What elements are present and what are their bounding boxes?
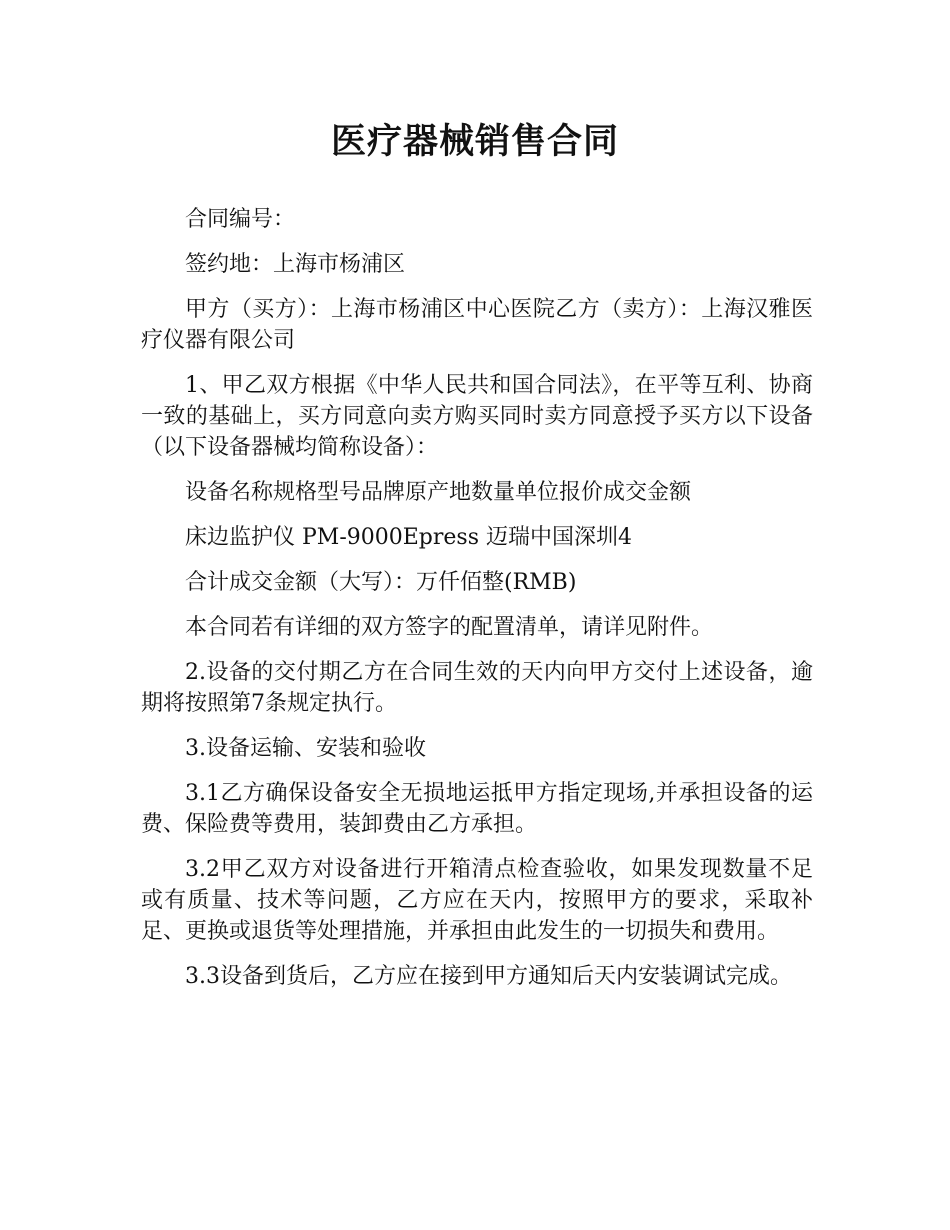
equipment-row: 床边监护仪 PM-9000Epress 迈瑞中国深圳4: [185, 525, 632, 550]
attachment-note: 本合同若有详细的双方签字的配置清单，请详见附件。: [185, 615, 714, 640]
document-title: 医疗器械销售合同: [330, 122, 619, 162]
total-amount-line: 合计成交金额（大写）：万仟佰整(RMB): [185, 570, 577, 595]
parties-paragraph: 甲方（买方）：上海市杨浦区中心医院乙方（卖方）：上海汉雅医疗仪器有限公司: [141, 297, 813, 353]
document-body: [141, 204, 813, 1006]
clause-3-3-paragraph: 3.3设备到货后，乙方应在接到甲方通知后天内安装调试完成。: [185, 964, 792, 989]
contract-number-line: 合同编号：: [185, 207, 296, 232]
clause-3-2-paragraph: 3.2甲乙双方对设备进行开箱清点检查验收，如果发现数量不足或有质量、技术等问题，乙方应在天内，按照甲方的要求，采取补足、更换或退货等处理措施，并承担由此发生的一切损失和费用。: [141, 857, 813, 944]
equipment-table-header: 设备名称规格型号品牌原产地数量单位报价成交金额: [185, 480, 692, 505]
clause-3-heading: 3.设备运输、安装和验收: [185, 736, 426, 761]
signing-place-line: 签约地：上海市杨浦区: [185, 252, 406, 277]
clause-1-paragraph: 1、甲乙双方根据《中华人民共和国合同法》，在平等互利、协商一致的基础上，买方同意向卖方购买同时卖方同意授予买方以下设备（以下设备器械均简称设备）：: [141, 373, 813, 460]
clause-2-paragraph: 2.设备的交付期乙方在合同生效的天内向甲方交付上述设备，逾期将按照第7条规定执行。: [141, 660, 813, 716]
clause-3-1-paragraph: 3.1乙方确保设备安全无损地运抵甲方指定现场,并承担设备的运费、保险费等费用，装卸费由乙方承担。: [141, 781, 813, 837]
